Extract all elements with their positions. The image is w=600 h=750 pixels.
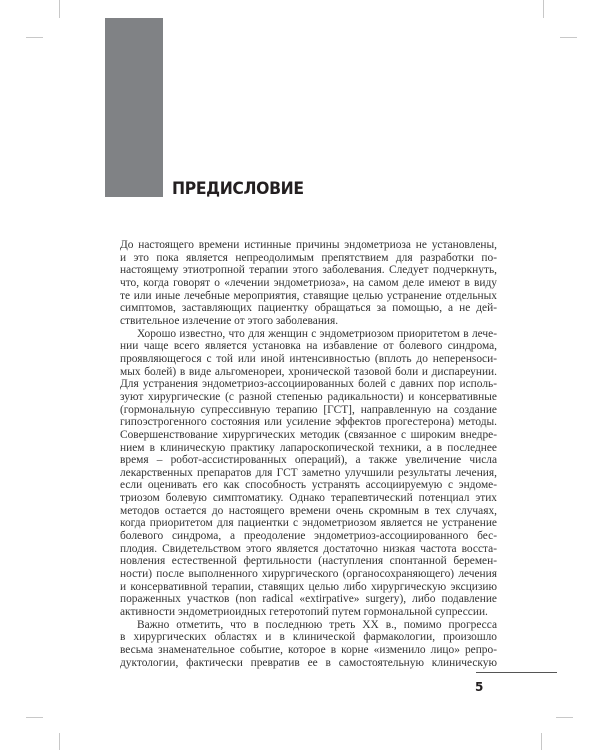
text-line: когда приоритетом для пациентки с эндометриозом является не устранение: [120, 517, 497, 530]
paragraph-1: [103, 239, 497, 328]
chapter-title-block: [105, 18, 163, 197]
text-line: ствительное излечение от этого заболевания.: [120, 314, 339, 327]
text-line: зуют хирургические (с разной степенью радикальности) и консервативные: [120, 390, 497, 403]
text-line: настоящему этиотропной терапии этого заболевания. Следует подчеркнуть,: [120, 264, 497, 277]
crop-mark-top-right-vertical: [543, 0, 544, 18]
page-number-rule: [476, 672, 557, 673]
text-line: Для устранения эндометриоз-ассоциированных болей с давних пор исполь-: [120, 378, 497, 391]
text-line: если оценивать его как способность устранять ассоциируемую с эндоме-: [120, 479, 497, 492]
paragraph-2: [103, 328, 497, 619]
text-line: активности эндометриоидных гетеротопий путем гормональной супрессии.: [120, 606, 488, 619]
text-line: гипоэстрогенного состояния или усиление эффектов прогестерона) методы.: [120, 416, 497, 429]
text-line: что, когда говорят о «лечении эндометриоза», на самом деле имеют в виду: [120, 276, 497, 289]
text-line: симптомов, заставляющих пациентку обращаться за помощью, а не дей-: [120, 302, 497, 315]
text-line: нием в клиническую практику лапароскопической техники, а в последнее: [120, 441, 497, 454]
chapter-title: ПРЕДИСЛОВИЕ: [172, 179, 304, 199]
text-line: новления естественной фертильности (наступления спонтанной беремен-: [120, 555, 497, 568]
text-line: методов остается до настоящего времени очень скромным в тех случаях,: [120, 504, 497, 517]
text-line: (гормональную супрессивную терапию [ГСТ], направленную на создание: [120, 403, 497, 416]
text-line: Хорошо известно, что для женщин с эндометриозом приоритетом в лече-: [137, 327, 497, 340]
crop-mark-bottom-left-horizontal: [26, 717, 43, 718]
crop-mark-top-left-horizontal: [26, 37, 43, 38]
text-line: пораженных участков (non radical «extirpative» surgery), либо подавление: [120, 593, 497, 606]
text-line: триозом болевую симптоматику. Однако терапевтический потенциал этих: [120, 492, 497, 505]
crop-mark-bottom-right-vertical: [541, 733, 542, 750]
text-line: лекарственных препаратов для ГСТ заметно улучшили результаты лечения,: [120, 466, 497, 479]
text-line: и это пока является непреодолимым препятствием для разработки по-: [120, 251, 497, 264]
crop-mark-top-left-vertical: [59, 0, 60, 18]
crop-mark-bottom-right-horizontal: [556, 717, 573, 718]
text-line: весьма знаменательное событие, которое в корне «изменило лицо» репро-: [120, 644, 497, 656]
crop-mark-bottom-left-vertical: [59, 733, 60, 750]
text-line: нии чаще всего является установка на избавление от болевого синдрома,: [120, 340, 497, 353]
text-line: те или иные лечебные мероприятия, ставящие целью устранение отдельных: [120, 289, 497, 302]
body-text: [103, 239, 497, 669]
text-line: Важно отметить, что в последнюю треть XX в., помимо прогресса: [137, 618, 497, 631]
text-line: и консервативной терапии, ставящих целью либо хирургическую эксцизию: [120, 580, 497, 593]
crop-mark-top-right-horizontal: [560, 37, 577, 38]
text-line: ности) после выполненного хирургического (органосохраняющего) лечения: [120, 568, 497, 581]
text-line: в хирургических областях и в клинической фармакологии, произошло: [120, 631, 497, 644]
text-line: мых болей) в виде альгоменореи, хронической тазовой боли и диспареунии.: [120, 365, 497, 378]
page-number: 5: [475, 680, 484, 694]
text-line: До настоящего времени истинные причины эндометриоза не установлены,: [120, 239, 497, 251]
paragraph-3: [103, 619, 497, 670]
text-line: время – робот-ассистированных операций), а также увеличение числа: [120, 454, 497, 467]
text-line: болевого синдрома, а преодоление эндометриоз-ассоциированного бес-: [120, 530, 497, 543]
text-line: проявляющегося с той или иной интенсивностью (вплоть до неперенsocи-: [120, 352, 497, 365]
text-line: плодия. Свидетельством этого является достаточно низкая частота восста-: [120, 542, 497, 555]
text-line: Совершенствование хирургических методик (связанное с широким внедре-: [120, 428, 497, 441]
text-line: дуктологии, фактически превратив ее в самостоятельную клиническую: [120, 656, 497, 669]
